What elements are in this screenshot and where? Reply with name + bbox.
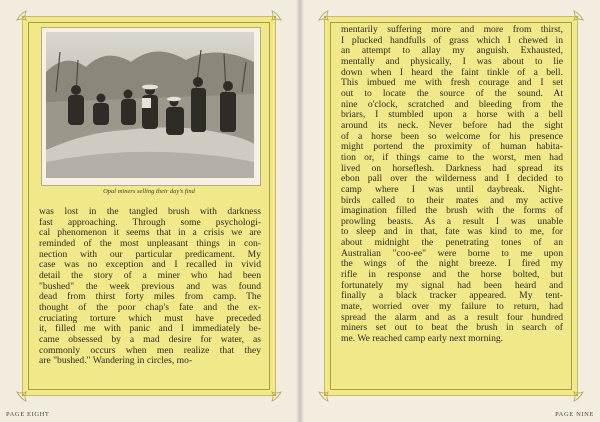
corner-ornament-icon (563, 9, 585, 31)
text-line: around its neck. Never before had the sight (341, 119, 563, 131)
text-line: thought of the poor chap's fate and the ex- (39, 301, 261, 313)
left-body-text (39, 207, 261, 367)
text-line: prowling beasts. As a result I was unable (341, 215, 563, 227)
text-line: dead from thirst forty miles from camp. The (39, 291, 261, 303)
text-line: was lost in the tangled brush with darkness (39, 206, 261, 217)
book-gutter (296, 0, 304, 422)
text-line: lived on horseflesh. Darkness had spread its (341, 162, 563, 174)
corner-ornament-icon (563, 381, 585, 403)
right-body-text (341, 25, 563, 345)
photo-frame (41, 27, 261, 186)
text-line: rifle in response and the horse bolted, but (341, 269, 563, 281)
text-line: fast approaching. Through some psychologi- (39, 216, 261, 228)
text-line: mentally and physically, I was about to lie (341, 55, 563, 67)
text-line: came obsessed by a mad desire for water, as (39, 333, 261, 345)
corner-ornament-icon (15, 9, 37, 31)
text-line: "bushed" the week previous and was found (39, 280, 261, 292)
text-line: I plucked handfulls of grass which I chewed in (341, 34, 563, 46)
text-line: ebon pall over the wilderness and I decided to (341, 173, 563, 185)
text-line: to sleep and in that, fate was kind to me, for (341, 226, 563, 238)
text-line: mentarily suffering more and more from thirst, (341, 24, 563, 35)
text-line: cal phenomenon it seems that in a crisis we are (39, 227, 261, 239)
text-line: briars, I stumbled upon a horse with a bell (341, 109, 563, 121)
text-line: Australian "coo-ee" were borne to me upon (341, 247, 563, 259)
text-line: nection with our particular predicament. My (39, 248, 261, 260)
miners-photo (46, 32, 254, 178)
text-line: finally a black tracker appeared. My tent- (341, 290, 563, 302)
text-line: an attempt to allay my anguish. Exhausted, (341, 45, 563, 57)
text-line: down when I heard the faint tinkle of a bell. (341, 66, 563, 78)
text-line: mate, worried over my failure to return, had (341, 301, 563, 313)
right-page (300, 0, 600, 422)
text-line: me. We reached camp early next morning. (341, 333, 504, 345)
corner-ornament-icon (15, 381, 37, 403)
text-line: nine o'clock, scratched and bleeding from the (341, 98, 563, 110)
corner-ornament-icon (261, 381, 283, 403)
text-line: the wings of the night breeze. I fired my (341, 258, 563, 270)
page-number: PAGE EIGHT (6, 411, 50, 418)
text-line: detail the story of a miner who had been (39, 269, 261, 281)
photo-caption: Opal miners selling their day's find (103, 188, 195, 195)
text-line: imagination filled the brush with the forms of (341, 205, 563, 217)
text-line: reminded of the most unpleasant things in con- (39, 237, 261, 249)
text-line: miners set out to beat the brush in search of (341, 322, 563, 334)
text-line: camp where I was until daybreak. Night- (341, 183, 563, 195)
text-line: out to locate the source of the sound. At (341, 87, 563, 99)
text-line: commonly occurs when men realize that they (39, 344, 261, 356)
page-number: PAGE NINE (555, 411, 594, 418)
text-line: birds called to their mates and my active (341, 194, 563, 206)
text-line: cruciating torture which must have preceded (39, 312, 261, 324)
text-line: might portend the proximity of human habita- (341, 141, 563, 153)
right-text-panel (324, 16, 578, 396)
text-line: This imbued me with fresh courage and I set (341, 77, 563, 89)
corner-ornament-icon (317, 9, 339, 31)
left-text-panel (22, 16, 276, 396)
text-line: of a horse been so welcome for his presence (341, 130, 563, 142)
text-line: case was no exception and I recalled in vivid (39, 259, 261, 271)
text-line: spread the alarm and as a result four hundred (341, 311, 563, 323)
corner-ornament-icon (261, 9, 283, 31)
corner-ornament-icon (317, 381, 339, 403)
text-line: fortunately my signal had been heard and (341, 279, 563, 291)
text-line: it, filled me with panic and I immediately be- (39, 323, 261, 335)
text-line: about midnight the penetrating tones of an (341, 237, 563, 249)
text-line: are "bushed." Wandering in circles, mo- (39, 355, 193, 367)
text-line: tion or, if things came to the worst, men had (341, 151, 563, 163)
